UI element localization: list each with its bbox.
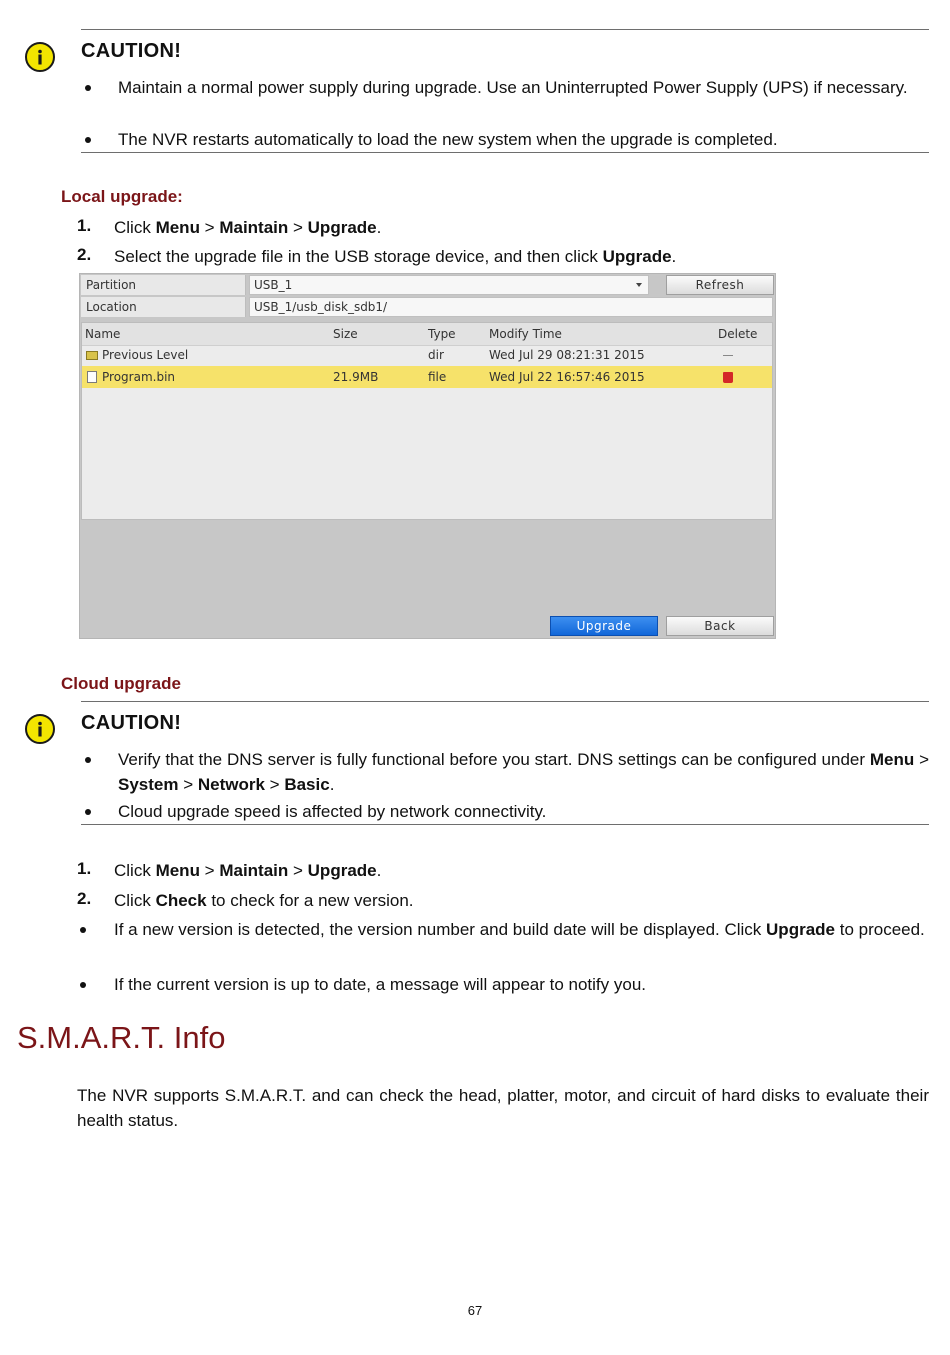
step-text: Click [114, 891, 156, 910]
table-row[interactable] [82, 344, 772, 366]
caution-top-rule [81, 701, 929, 702]
column-header-name: Name [85, 327, 121, 341]
bullet-text: to proceed. [835, 920, 925, 939]
location-label: Location [81, 297, 246, 317]
table-row[interactable] [82, 366, 772, 388]
upgrade-dialog-screenshot [79, 273, 776, 639]
separator: > [288, 218, 308, 237]
partition-label: Partition [81, 275, 246, 295]
step-number: 2. [77, 889, 92, 908]
file-type: dir [428, 348, 444, 362]
upgrade-term: Upgrade [307, 218, 377, 237]
page-number: 67 [467, 1303, 483, 1318]
step-text: . [671, 247, 677, 266]
caution-text: Verify that the DNS server is fully functional before you start. DNS settings can be configured under [118, 750, 870, 769]
bullet-dot [85, 809, 91, 815]
cloud-step-2 [114, 888, 414, 913]
caution-title: CAUTION! [81, 40, 182, 62]
basic-term: Basic [284, 775, 330, 794]
trash-icon[interactable] [723, 372, 733, 383]
bullet-dot [85, 85, 91, 91]
step-text: Click [114, 218, 156, 237]
step-number: 1. [77, 859, 92, 878]
file-icon [87, 371, 97, 383]
step-number: 2. [77, 245, 92, 264]
step-text: . [376, 218, 382, 237]
partition-select[interactable] [249, 275, 649, 295]
info-caution-icon [25, 714, 55, 744]
chevron-down-icon [636, 283, 642, 287]
caution-item: Verify that the DNS server is fully functional before you start. DNS settings can be configured under Menu > System > Network > Basic. [118, 750, 929, 794]
file-name: Program.bin [102, 370, 176, 384]
partition-row [80, 274, 775, 296]
local-step-2 [114, 244, 676, 269]
cloud-upgrade-heading: Cloud upgrade [61, 674, 181, 693]
caution-title: CAUTION! [81, 712, 182, 734]
back-button[interactable]: Back [666, 616, 774, 636]
partition-value: USB_1 [254, 278, 293, 292]
file-list [81, 322, 773, 520]
bullet-dot [85, 757, 91, 763]
smart-body: The NVR supports S.M.A.R.T. and can check the head, platter, motor, and circuit of hard disks to evaluate their health status. [77, 1086, 929, 1130]
section-heading-smart: S.M.A.R.T. Info [17, 1020, 226, 1055]
maintain-term: Maintain [219, 861, 289, 880]
refresh-button[interactable]: Refresh [666, 275, 774, 295]
local-step-1 [114, 215, 381, 240]
menu-term: Menu [155, 861, 200, 880]
upgrade-term: Upgrade [766, 920, 835, 939]
maintain-term: Maintain [219, 218, 289, 237]
step-number: 1. [77, 216, 92, 235]
cloud-step-1: Click Menu > Maintain > Upgrade. [114, 861, 382, 880]
location-field: USB_1/usb_disk_sdb1/ [249, 297, 773, 317]
menu-term: Menu [155, 218, 200, 237]
network-term: Network [197, 775, 265, 794]
bullet-dot [80, 927, 86, 933]
folder-icon [86, 351, 98, 360]
file-name: Previous Level [102, 348, 189, 362]
caution-top-rule [81, 29, 929, 30]
separator: > [199, 218, 220, 237]
upgrade-term: Upgrade [307, 861, 377, 880]
upgrade-term: Upgrade [602, 247, 672, 266]
file-size: 21.9MB [333, 370, 379, 384]
bullet-dot [85, 137, 91, 143]
file-type: file [428, 370, 447, 384]
caution-item: The NVR restarts automatically to load the new system when the upgrade is completed. [118, 130, 778, 149]
file-modify-time: Wed Jul 22 16:57:46 2015 [489, 370, 645, 384]
step-text: to check for a new version. [206, 891, 414, 910]
column-header-type: Type [428, 327, 456, 341]
location-row [80, 296, 775, 318]
upgrade-button[interactable]: Upgrade [550, 616, 658, 636]
caution-bottom-rule [81, 152, 929, 153]
cloud-bullet-2: If the current version is up to date, a message will appear to notify you. [114, 975, 647, 994]
file-list-header [82, 323, 772, 346]
file-modify-time: Wed Jul 29 08:21:31 2015 [489, 348, 645, 362]
bullet-dot [80, 982, 86, 988]
info-caution-icon [25, 42, 55, 72]
caution-bottom-rule [81, 824, 929, 825]
step-text: Click [114, 861, 156, 880]
caution-item: Maintain a normal power supply during upgrade. Use an Uninterrupted Power Supply (UPS) if necessary. [118, 78, 908, 97]
system-term: System [118, 775, 179, 794]
step-text: Select the upgrade file in the USB storage device, and then click [114, 247, 603, 266]
dash-icon [723, 355, 733, 356]
check-term: Check [155, 891, 207, 910]
column-header-modify-time: Modify Time [489, 327, 562, 341]
bullet-text: If a new version is detected, the version number and build date will be displayed. Click [114, 920, 767, 939]
cloud-bullet-1 [114, 917, 929, 942]
column-header-delete: Delete [718, 327, 758, 341]
local-upgrade-heading: Local upgrade: [61, 187, 183, 206]
menu-term: Menu [869, 750, 915, 769]
column-header-size: Size [333, 327, 358, 341]
caution-item: Cloud upgrade speed is affected by network connectivity. [118, 802, 547, 821]
